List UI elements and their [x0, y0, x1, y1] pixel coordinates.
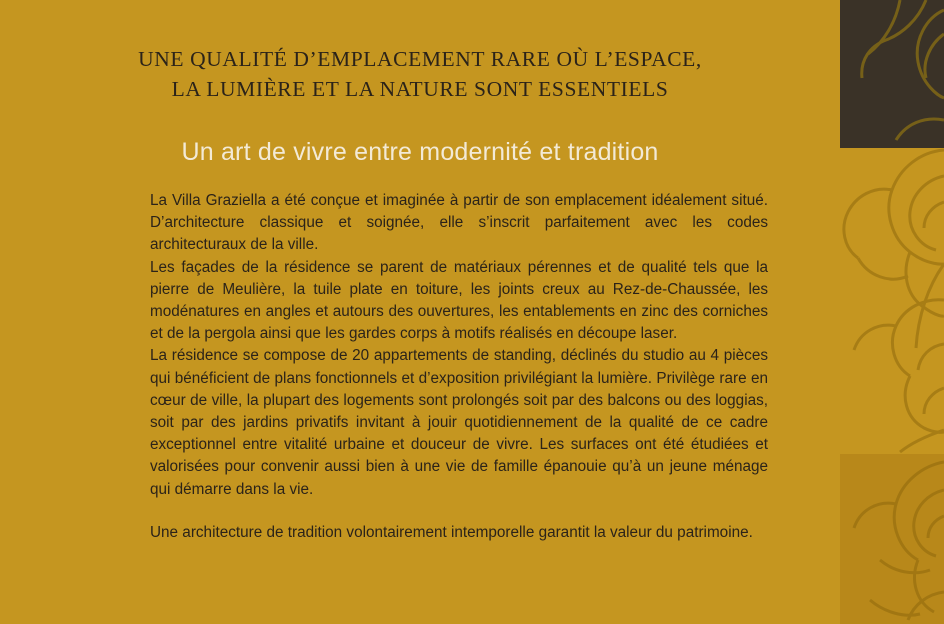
paragraph-4: Une architecture de tradition volontairement intemporelle garantit la valeur du patrimoine. — [150, 523, 753, 541]
paragraph-3: La résidence se compose de 20 appartements de standing, déclinés du studio au 4 pièces qui bénéficient de plans fonctionnels et d’exposition privilégiant la lumière. Privilège rare en cœur de ville, la plupart des logements sont prolongés soit par des balcons ou des loggias, soit par des jardins privatifs invitant à jouir quotidiennement de la qualité de ce cadre exceptionnel entre vitalité urbaine et douceur de vivre. Les surfaces ont été étudiées et valorisées pour convenir aussi bien à une vie de famille épanouie qu’à un jeune ménage qui démarre dans la vie. — [150, 347, 768, 498]
paragraph-2: Les façades de la résidence se parent de matériaux pérennes et de qualité tels que la pierre de Meulière, la tuile plate en toiture, les joints creux au Rez-de-Chaussée, les modénatures en angles et autours des ouvertures, les entablements en zinc des corniches et de la pergola ainsi que les gardes corps à motifs réalisés en découpe laser. — [150, 258, 768, 343]
page-title-line-2: LA LUMIÈRE ET LA NATURE SONT ESSENTIELS — [171, 77, 669, 101]
body-copy — [150, 190, 768, 544]
paragraph-1: La Villa Graziella a été conçue et imaginée à partir de son emplacement idéalement situé. D’architecture classique et soignée, elle s’inscrit parfaitement avec les codes architecturaux de la ville. — [150, 192, 768, 254]
page-subtitle: Un art de vivre entre modernité et tradition — [181, 138, 659, 166]
page-title — [60, 44, 780, 104]
decorative-side-band — [840, 0, 944, 624]
floral-motif-icon — [840, 0, 944, 624]
page-title-line-1: UNE QUALITÉ D’EMPLACEMENT RARE OÙ L’ESPACE, — [138, 47, 702, 71]
